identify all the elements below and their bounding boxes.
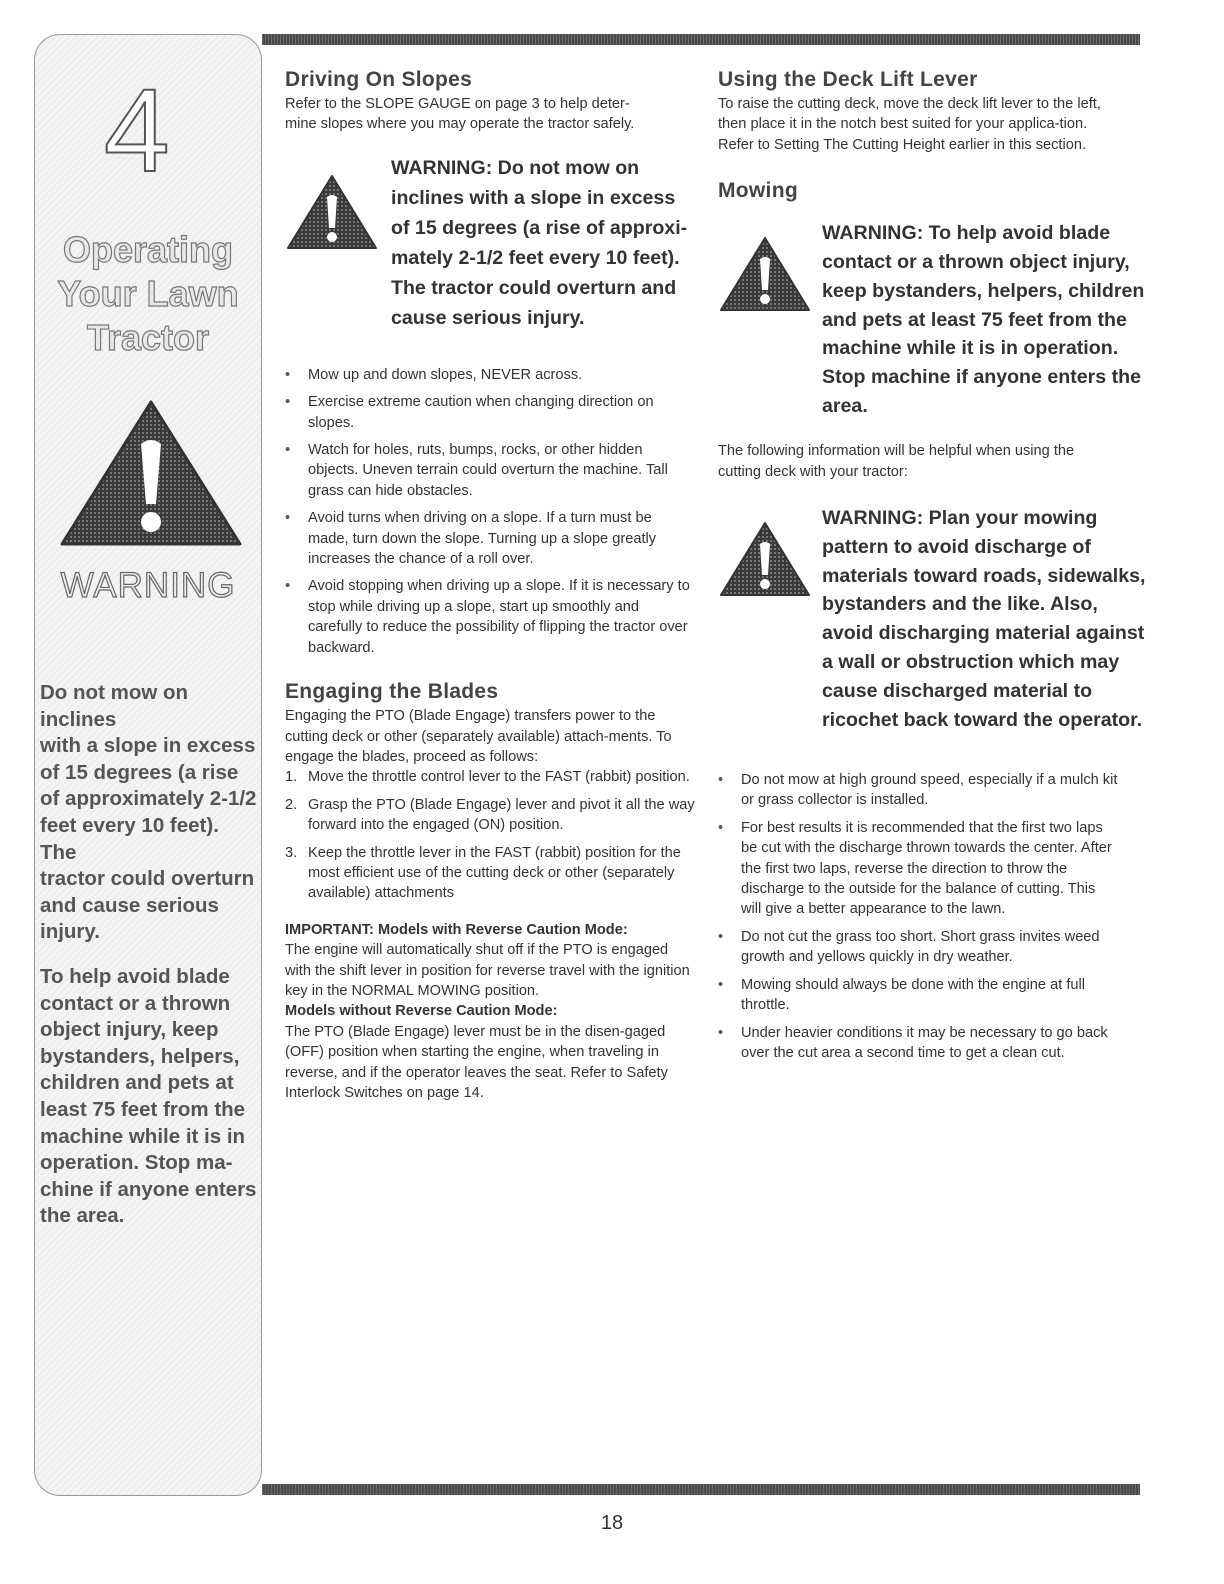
mowing-warning-1: WARNING: To help avoid blade contact or a thrown object injury, keep bystanders, helpers, children and pets at least 75 feet from the machine while it is in operation. Stop machine if anyone enters the area. xyxy=(718,225,1148,435)
without-label: Models without Reverse Caution Mode: xyxy=(285,1003,558,1020)
sidebar-blade-warning: To help avoid blade contact or a thrown object injury, keep bystanders, helpers, children and pets at least 75 feet from the machine while it is in operation. Stop ma- chine if anyone enters the area. xyxy=(40,965,257,1228)
warning-triangle-icon xyxy=(718,235,812,313)
list-item: • Avoid turns when driving on a slope. If a turn must be made, turn down the slope. Turning up a slope greatly increases the chance of a roll over. xyxy=(285,508,695,569)
list-item: 1. Move the throttle control lever to the FAST (rabbit) position. xyxy=(285,769,690,786)
list-item: 2. Grasp the PTO (Blade Engage) lever and pivot it all the way forward into the engaged (ON) position. xyxy=(285,796,695,834)
list-item: • Exercise extreme caution when changing direction on slopes. xyxy=(285,392,695,433)
deck-text: To raise the cutting deck, move the deck lift lever to the left, then place it in the notch best suited for your applica-tion. Refer to Setting The Cutting Height earlier in this section. xyxy=(718,96,1101,153)
slopes-intro: Refer to the SLOPE GAUGE on page 3 to help deter- mine slopes where you may operate the tractor safely. xyxy=(285,96,635,133)
list-item: • Mow up and down slopes, NEVER across. xyxy=(285,365,695,385)
warning-triangle-icon xyxy=(285,173,379,251)
list-item: • For best results it is recommended that the first two laps be cut with the discharge thrown towards the center. After the first two laps, reverse the direction to throw the discharge to the outside for the balance of cutting. This will give a better appearance to the lawn. xyxy=(718,818,1118,920)
warning-triangle-icon xyxy=(718,520,812,598)
footer-rule xyxy=(262,1484,1140,1495)
sidebar-warning-label: WARNING xyxy=(60,566,236,605)
list-item: • Do not mow at high ground speed, especially if a mulch kit or grass collector is installed. xyxy=(718,770,1118,811)
mowing-heading: Mowing xyxy=(718,179,798,203)
without-text: The PTO (Blade Engage) lever must be in the disen-gaged (OFF) position when starting the engine, when traveling in reverse, and if the operator leaves the seat. Refer to Safety Interlock Switches on page 14. xyxy=(285,1023,668,1101)
blades-heading: Engaging the Blades xyxy=(285,680,499,704)
list-item: • Watch for holes, ruts, bumps, rocks, or other hidden objects. Uneven terrain could overturn the machine. Tall grass can hide obstacles. xyxy=(285,440,695,501)
important-label: IMPORTANT: Models with Reverse Caution Mode: xyxy=(285,921,628,938)
slopes-bullets xyxy=(285,365,695,658)
chapter-title: Operating Your Lawn Tractor xyxy=(57,229,239,358)
mowing-warning-2: WARNING: Plan your mowing pattern to avoid discharge of materials toward roads, sidewalks, bystanders and the like. Also, avoid discharging material against a wall or obstruction which may cause discharged material to ricochet back toward the operator. xyxy=(718,510,1148,770)
middle-column xyxy=(285,68,695,1103)
right-column xyxy=(718,68,1148,1070)
slopes-warning: WARNING: Do not mow on inclines with a slope in excess of 15 degrees (a rise of approxi- mately 2-1/2 feet every 10 feet). The tractor could overturn and cause serious injury. xyxy=(285,153,695,365)
sidebar-slope-warning: Do not mow on inclines with a slope in excess of 15 degrees (a rise of approximately 2-1/2 feet every 10 feet). The tractor could overturn and cause serious injury. xyxy=(40,681,257,944)
mowing-bullets xyxy=(718,770,1118,1063)
list-item: • Mowing should always be done with the engine at full throttle. xyxy=(718,975,1118,1016)
list-item: • Under heavier conditions it may be necessary to go back over the cut area a second time to get a clean cut. xyxy=(718,1023,1118,1064)
list-item: 3. Keep the throttle lever in the FAST (rabbit) position for the most efficient use of the cutting deck or other (separately available) attachments xyxy=(285,844,681,902)
list-item: • Avoid stopping when driving up a slope. If it is necessary to stop while driving up a slope, start up smoothly and carefully to reduce the possibility of flipping the tractor over backward. xyxy=(285,576,695,658)
warning-triangle-icon xyxy=(58,396,244,548)
blades-steps xyxy=(285,767,695,903)
list-item: • Do not cut the grass too short. Short grass invites weed growth and yellows quickly in dry weather. xyxy=(718,927,1118,968)
important-text: The engine will automatically shut off if the PTO is engaged with the shift lever in position for reverse travel with the ignition key in the NORMAL MOWING position. xyxy=(285,942,690,999)
page-number: 18 xyxy=(600,1512,624,1534)
slopes-heading: Driving On Slopes xyxy=(285,68,473,91)
chapter-number: 4 xyxy=(104,65,170,197)
mowing-info: The following information will be helpful when using the cutting deck with your tractor: xyxy=(718,443,1075,480)
deck-heading: Using the Deck Lift Lever xyxy=(718,68,978,91)
blades-intro: Engaging the PTO (Blade Engage) transfers power to the cutting deck or other (separately available) attach-ments. To engage the blades, proceed as follows: xyxy=(285,708,672,765)
header-rule xyxy=(262,34,1140,45)
